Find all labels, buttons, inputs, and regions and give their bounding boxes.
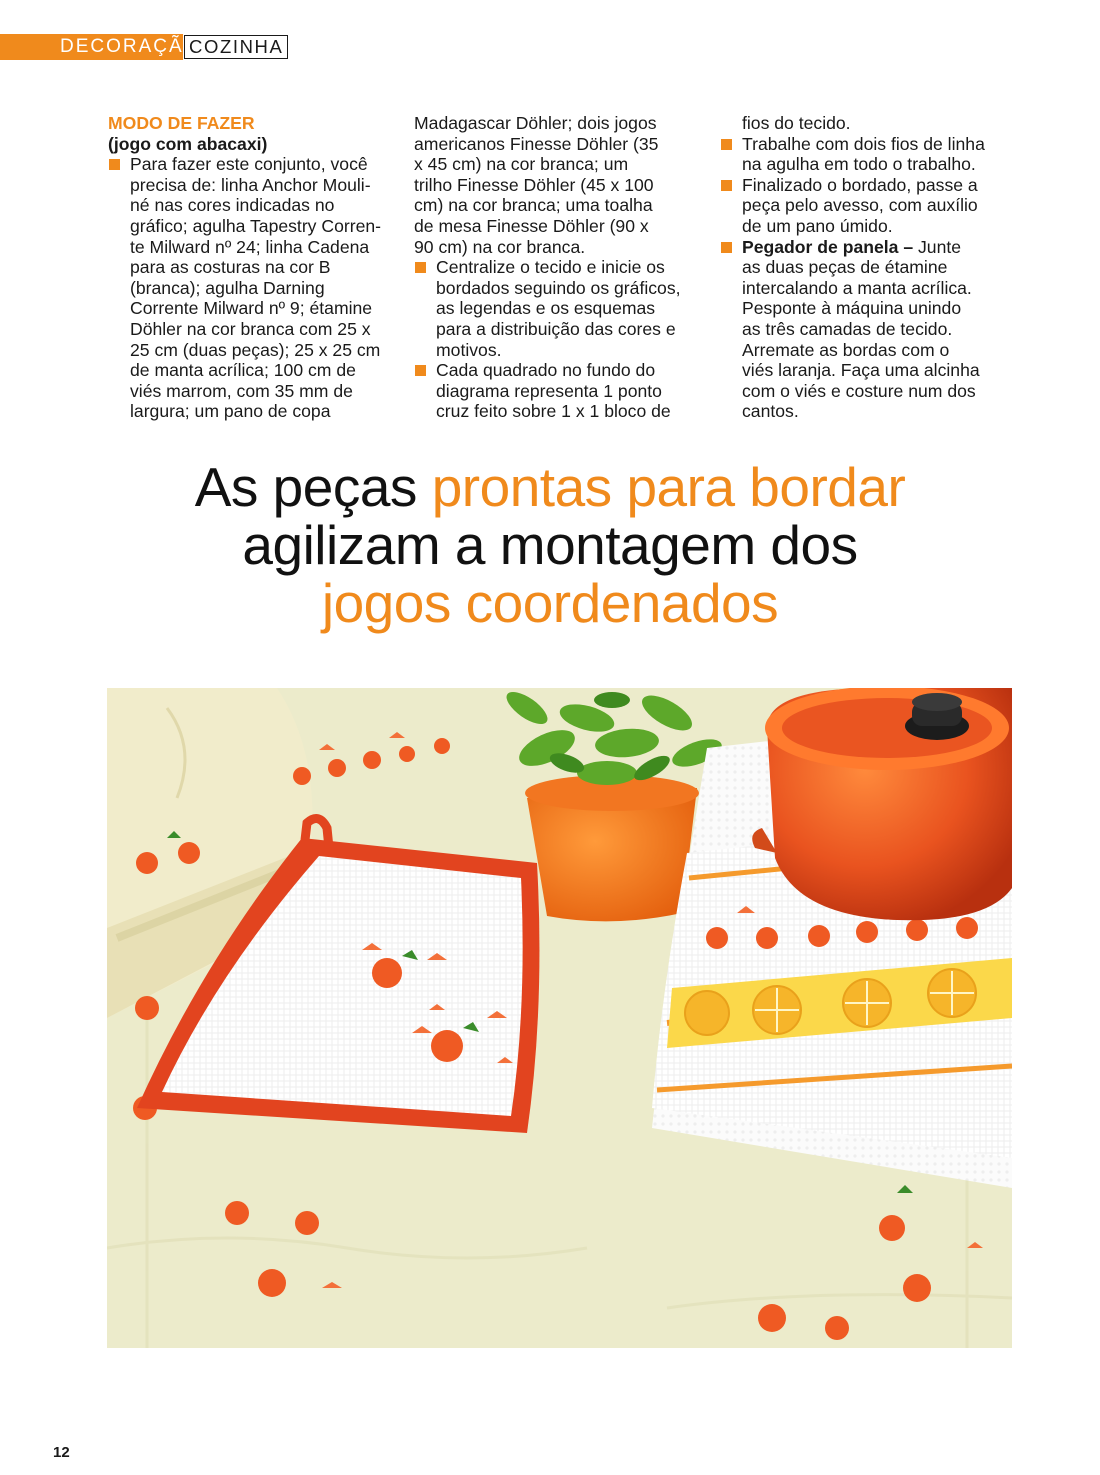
instruction-lines [436,360,704,422]
product-photo [107,688,1012,1348]
text-line: largura; um pano de copa [130,401,331,422]
instruction-continuation [414,113,704,257]
instruction-continuation [720,113,992,134]
text-line: intercalando a manta acrílica. [742,277,972,298]
text-line: na agulha em todo o trabalho. [742,154,976,175]
product-photo-illustration [107,688,1012,1348]
bullet-square-icon [721,139,732,150]
instruction-item-grid [414,360,704,422]
text-line: precisa de: linha Anchor Mouli- [130,174,371,195]
text-line: as três camadas de tecido. [742,318,953,339]
text-line: Centralize o tecido e inicie os [436,257,665,278]
text-line: gráfico; agulha Tapestry Corren- [130,215,382,236]
text-line: viés laranja. Faça uma alcinha [742,360,980,381]
instruction-lines [436,257,704,360]
headline-line-1-dark: As peças [194,456,432,518]
text-line: com o viés e costure num dos [742,380,976,401]
text-line: Corrente Milward nº 9; étamine [130,298,373,319]
section-title: DECORAÇÃO [60,36,201,57]
text-line: Pesponte à máquina unindo [742,298,962,319]
instruction-item-potholder [720,237,992,422]
potholder-label: Pegador de panela – [742,236,914,257]
text-line: trilho Finesse Döhler (45 x 100 [414,174,654,195]
text-line: cantos. [742,401,799,422]
bullet-square-icon [721,180,732,191]
text-line: Madagascar Döhler; dois jogos [414,113,657,133]
text-line: né nas cores indicadas no [130,195,335,216]
text-line: as legendas e os esquemas [436,298,656,319]
text-line: de manta acrílica; 100 cm de [130,360,356,381]
instructions-heading: MODO DE FAZER [108,113,255,133]
text-line: de mesa Finesse Döhler (90 x [414,215,649,236]
text-line: fios do tecido. [742,113,851,133]
potholder-first-line-rest: Junte [913,236,962,257]
text-line: cm) na cor branca; uma toalha [414,195,653,216]
subsection-title: COZINHA [184,35,288,59]
bullet-square-icon [415,365,426,376]
instruction-lines [130,154,398,422]
text-line: viés marrom, com 35 mm de [130,380,353,401]
instruction-item-threads [720,134,992,175]
text-line: diagrama representa 1 ponto [436,380,662,401]
text-line: Finalizado o bordado, passe a [742,174,978,195]
bullet-square-icon [721,242,732,253]
instruction-item-finishing [720,175,992,237]
text-line: Para fazer este conjunto, você [130,154,368,175]
instruction-lines [742,257,992,422]
headline [0,458,1100,632]
text-line: x 45 cm) na cor branca; um [414,154,629,175]
instructions-subheading: (jogo com abacaxi) [108,133,268,154]
text-line: de um pano úmido. [742,215,893,236]
text-column-1 [108,113,398,422]
text-line: te Milward nº 24; linha Cadena [130,236,370,257]
instruction-item-materials [108,154,398,422]
instruction-lines [742,175,992,237]
headline-line-1-highlight: prontas para bordar [431,456,906,518]
text-column-2 [414,113,704,422]
text-line: Döhler na cor branca com 25 x [130,318,371,339]
text-line: americanos Finesse Döhler (35 [414,133,659,154]
text-column-3 [720,113,992,422]
text-line: 90 cm) na cor branca. [414,236,586,257]
text-line: para as costuras na cor B [130,257,331,278]
text-line: cruz feito sobre 1 x 1 bloco de [436,401,671,422]
headline-line-2: agilizam a montagem dos [242,514,858,576]
text-line: Arremate as bordas com o [742,339,950,360]
instruction-item-center [414,257,704,360]
instruction-lines [742,134,992,175]
text-line: para a distribuição das cores e [436,318,676,339]
text-line: Trabalhe com dois fios de linha [742,133,985,154]
bullet-square-icon [109,159,120,170]
text-line: as duas peças de étamine [742,257,948,278]
instruction-first-line [742,237,992,258]
page-number: 12 [53,1444,70,1461]
headline-line-3-highlight: jogos coordenados [321,572,779,634]
text-line: Cada quadrado no fundo do [436,360,656,381]
text-line: motivos. [436,339,502,360]
headline-line-1 [0,458,1100,516]
text-line: (branca); agulha Darning [130,277,325,298]
bullet-square-icon [415,262,426,273]
text-line: peça pelo avesso, com auxílio [742,195,978,216]
text-line: 25 cm (duas peças); 25 x 25 cm [130,339,381,360]
section-header [0,34,300,60]
text-line: bordados seguindo os gráficos, [436,277,681,298]
